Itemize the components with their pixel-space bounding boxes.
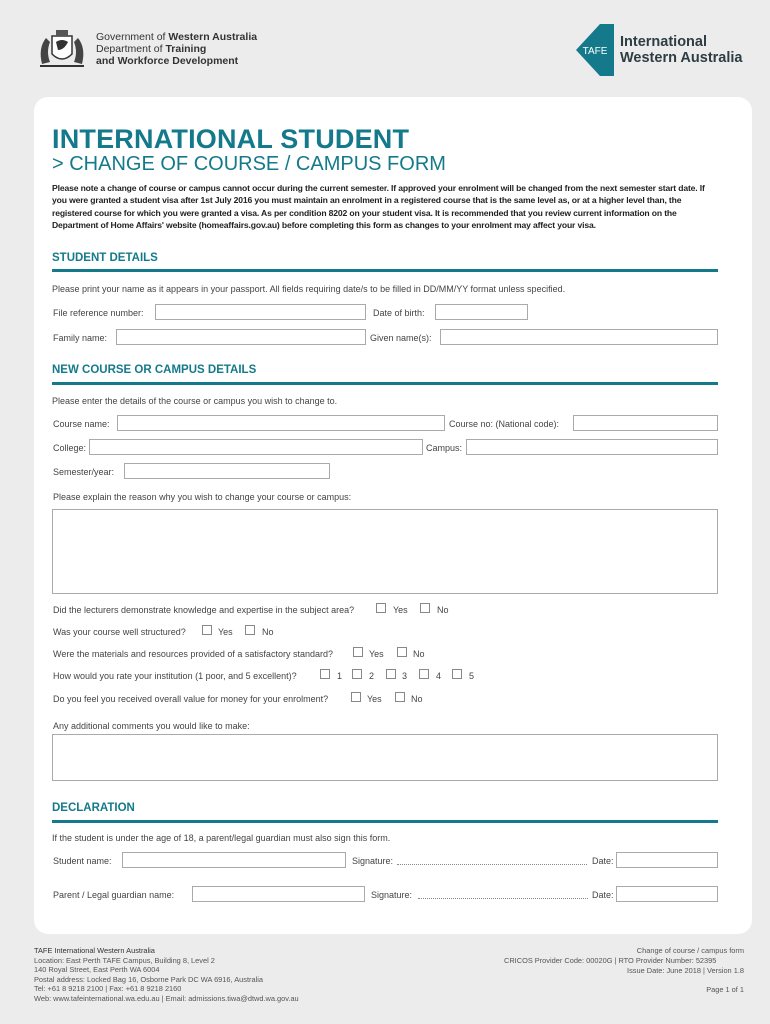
government-name: Government of Western Australia Department of Training and Workforce Development <box>96 31 258 67</box>
comments-textarea[interactable] <box>52 734 718 781</box>
footer-phone: Tel: +61 8 9218 2100 | Fax: +61 8 9218 2160 <box>34 984 182 994</box>
student-signature-line[interactable] <box>397 864 587 865</box>
guardian-name-field[interactable] <box>192 886 365 902</box>
footer-postal: Postal address: Locked Bag 16, Osborne Park DC WA 6916, Australia <box>34 974 263 984</box>
question-rating: How would you rate your institution (1 poor, and 5 excellent)? <box>53 671 297 681</box>
given-name-label: Given name(s): <box>370 333 432 343</box>
campus-label: Campus: <box>426 443 463 453</box>
college-label: College: <box>53 443 87 453</box>
student-name-field[interactable] <box>122 852 346 868</box>
lecturers-yes-checkbox[interactable] <box>376 603 386 613</box>
reason-textarea[interactable] <box>52 509 718 594</box>
guardian-name-label: Parent / Legal guardian name: <box>53 890 175 900</box>
student-instructions: Please print your name as it appears in your passport. All fields requiring date/s to be filled in DD/MM/YY format unless specified. <box>52 284 566 294</box>
section-divider <box>52 269 718 272</box>
file-reference-field[interactable] <box>155 304 366 320</box>
declaration-note: If the student is under the age of 18, a parent/legal guardian must also sign this form. <box>52 833 391 843</box>
question-structure: Was your course well structured? <box>53 627 186 637</box>
yes-label: Yes <box>367 694 382 704</box>
question-materials: Were the materials and resources provided of a satisfactory standard? <box>53 649 333 659</box>
section-divider <box>52 382 718 385</box>
rating-5-label: 5 <box>469 671 475 681</box>
rating-2-checkbox[interactable] <box>352 669 362 679</box>
rating-1-label: 1 <box>337 671 343 681</box>
tafe-name: International Western Australia <box>620 34 743 66</box>
page-header <box>0 0 770 98</box>
guardian-date-field[interactable] <box>616 886 718 902</box>
declaration-heading: DECLARATION <box>52 802 135 814</box>
lecturers-no-checkbox[interactable] <box>420 603 430 613</box>
svg-text:TAFE: TAFE <box>582 46 608 57</box>
footer-contact <box>34 946 394 1004</box>
value-yes-checkbox[interactable] <box>351 692 361 702</box>
no-label: No <box>262 627 274 637</box>
course-instructions: Please enter the details of the course or campus you wish to change to. <box>52 396 338 406</box>
comments-label: Any additional comments you would like to make: <box>53 721 250 731</box>
no-label: No <box>411 694 423 704</box>
course-name-label: Course name: <box>53 419 110 429</box>
footer-cricos: CRICOS Provider Code: 00020G | RTO Provider Number: 52395 <box>504 956 717 965</box>
student-name-label: Student name: <box>53 856 112 866</box>
intro-text: Please note a change of course or campus cannot occur during the current semester. If approved your enrolment will be changed from the next semester start date. If you were granted a student visa after 1st July 2016 you must maintain an enrolment in a registered course that is the same level as, or at a higher level than, the registered course for which you were granted a visa. As per condition 8202 on your student visa. It is recommended that you review current information on the Department of Home Affairs' website (homeaffairs.gov.au) before completing this form as changes to your enrolment may affect your visa. <box>52 183 705 230</box>
footer-form-name: Change of course / campus form <box>636 946 744 955</box>
structure-no-checkbox[interactable] <box>245 625 255 635</box>
footer-form-info <box>627 946 744 995</box>
materials-yes-checkbox[interactable] <box>353 647 363 657</box>
page-subtitle: > CHANGE OF COURSE / CAMPUS FORM <box>52 153 446 175</box>
rating-5-checkbox[interactable] <box>452 669 462 679</box>
question-value: Do you feel you received overall value for money for your enrolment? <box>53 694 329 704</box>
rating-3-checkbox[interactable] <box>386 669 396 679</box>
reason-label: Please explain the reason why you wish to change your course or campus: <box>53 492 352 502</box>
rating-1-checkbox[interactable] <box>320 669 330 679</box>
course-name-field[interactable] <box>117 415 445 431</box>
family-name-field[interactable] <box>116 329 366 345</box>
student-date-field[interactable] <box>616 852 718 868</box>
rating-4-checkbox[interactable] <box>419 669 429 679</box>
family-name-label: Family name: <box>53 333 108 343</box>
rating-2-label: 2 <box>369 671 375 681</box>
footer-location: Location: East Perth TAFE Campus, Building 8, Level 2 <box>34 955 215 965</box>
materials-no-checkbox[interactable] <box>397 647 407 657</box>
footer-issue: Issue Date: June 2018 | Version 1.8 <box>627 965 744 975</box>
course-number-label: Course no: (National code): <box>449 419 560 429</box>
value-no-checkbox[interactable] <box>395 692 405 702</box>
guardian-signature-label: Signature: <box>371 890 413 900</box>
student-details-heading: STUDENT DETAILS <box>52 252 158 264</box>
student-date-label: Date: <box>592 856 614 866</box>
rating-4-label: 4 <box>436 671 442 681</box>
government-logo <box>34 28 257 70</box>
wa-crest-icon <box>34 28 90 70</box>
course-number-field[interactable] <box>573 415 718 431</box>
section-divider <box>52 820 718 823</box>
page-title: INTERNATIONAL STUDENT <box>52 124 410 154</box>
yes-label: Yes <box>369 649 384 659</box>
no-label: No <box>413 649 425 659</box>
structure-yes-checkbox[interactable] <box>202 625 212 635</box>
college-field[interactable] <box>89 439 423 455</box>
guardian-date-label: Date: <box>592 890 614 900</box>
date-of-birth-label: Date of birth: <box>373 308 425 318</box>
student-signature-label: Signature: <box>352 856 394 866</box>
rating-3-label: 3 <box>402 671 408 681</box>
campus-field[interactable] <box>466 439 718 455</box>
course-details-heading: NEW COURSE OR CAMPUS DETAILS <box>52 364 257 376</box>
given-name-field[interactable] <box>440 329 718 345</box>
footer-page: Page 1 of 1 <box>706 985 744 995</box>
no-label: No <box>437 605 449 615</box>
semester-field[interactable] <box>124 463 330 479</box>
yes-label: Yes <box>218 627 233 637</box>
tafe-logo <box>576 24 743 76</box>
footer-street: 140 Royal Street, East Perth WA 6004 <box>34 965 160 975</box>
date-of-birth-field[interactable] <box>435 304 528 320</box>
semester-label: Semester/year: <box>53 467 115 477</box>
guardian-signature-line[interactable] <box>418 898 588 899</box>
question-lecturers: Did the lecturers demonstrate knowledge and expertise in the subject area? <box>53 605 355 615</box>
file-reference-label: File reference number: <box>53 308 144 318</box>
footer-org: TAFE International Western Australia <box>34 946 155 955</box>
yes-label: Yes <box>393 605 408 615</box>
tafe-mark-icon <box>576 24 614 76</box>
footer-web: Web: www.tafeinternational.wa.edu.au | Email: admissions.tiwa@dtwd.wa.gov.au <box>34 993 299 1003</box>
